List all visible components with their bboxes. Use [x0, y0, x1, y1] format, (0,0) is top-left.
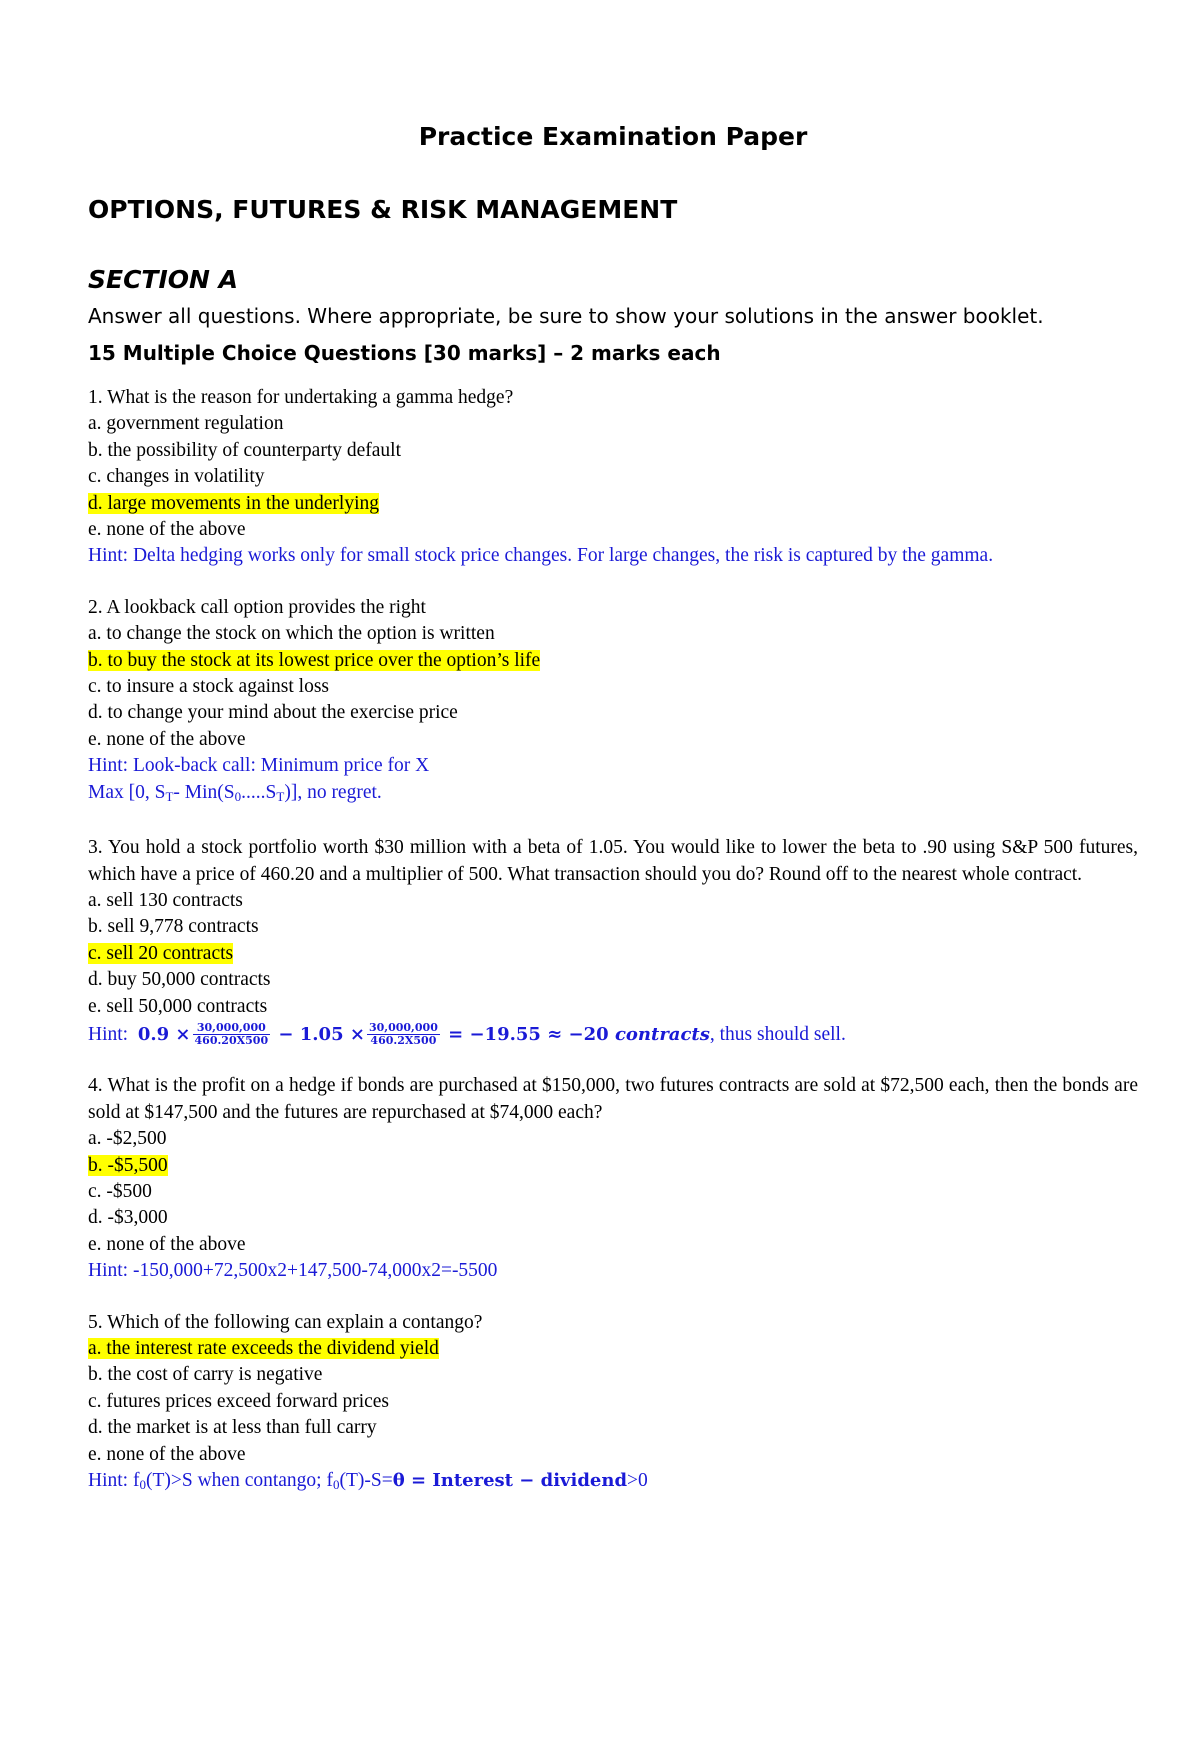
highlighted-answer: b. to buy the stock at its lowest price over the option’s life: [88, 649, 541, 671]
subscript: 0: [234, 788, 242, 804]
hint-formula: [88, 1022, 1138, 1048]
fraction: [193, 1022, 271, 1047]
question-1: [88, 385, 1138, 570]
option-d: [88, 491, 1138, 517]
page-title: Practice Examination Paper: [418, 122, 808, 151]
option-c: c. to insure a stock against loss: [88, 676, 329, 698]
questions: [88, 385, 1138, 1523]
option-c: c. changes in volatility: [88, 466, 265, 488]
hint-text: .....S: [241, 781, 277, 803]
option-b: [88, 648, 1138, 674]
option-e: e. none of the above: [88, 519, 246, 541]
option-d: d. to change your mind about the exercise price: [88, 702, 458, 724]
highlighted-answer: a. the interest rate exceeds the dividend yield: [88, 1338, 439, 1359]
option-e: e. sell 50,000 contracts: [88, 995, 268, 1017]
option-c: c. -$500: [88, 1180, 152, 1202]
section-heading: SECTION A: [88, 265, 239, 294]
option-e: e. none of the above: [88, 1443, 246, 1465]
subscript: 0: [139, 1477, 146, 1493]
hint: Hint: -150,000+72,500x2+147,500-74,000x2=-5500: [88, 1260, 498, 1282]
subscript: T: [276, 788, 285, 804]
hint: Hint: Delta hedging works only for small stock price changes. For large changes, the risk is captured by the gamma.: [88, 545, 994, 567]
math-expression: θ = Interest − dividend: [392, 1470, 628, 1492]
question-stem: 3. You hold a stock portfolio worth $30 million with a beta of 1.05. You would like to lower the beta to .90 using S&P 500 futures, which have a price of 460.20 and a multiplier of 500. What transaction should you do? Round off to the nearest whole contract.: [88, 837, 1138, 885]
subscript: 0: [332, 1477, 340, 1493]
hint-label: Hint:: [88, 1023, 129, 1045]
mcq-heading: 15 Multiple Choice Questions [30 marks] – 2 marks each: [88, 341, 721, 365]
question-2: [88, 595, 1138, 810]
highlighted-answer: b. -$5,500: [88, 1154, 168, 1176]
math-term: − 1.05 ×: [278, 1023, 365, 1045]
hint-formula: [88, 1468, 1138, 1498]
instructions: Answer all questions. Where appropriate, be sure to show your solutions in the answer booklet.: [88, 304, 1044, 328]
question-3: [88, 835, 1138, 1048]
question-stem: 4. What is the profit on a hedge if bonds are purchased at $150,000, two futures contracts are sold at $72,500 each, then the bonds are sold at $147,500 and the futures are repurchased at $74,000 each?: [88, 1075, 1138, 1123]
option-a: a. sell 130 contracts: [88, 889, 243, 911]
hint-text: (T)-S=: [339, 1470, 393, 1492]
question-5: [88, 1310, 1138, 1499]
highlighted-answer: c. sell 20 contracts: [88, 942, 234, 964]
option-c: [88, 941, 1138, 967]
highlighted-answer: d. large movements in the underlying: [88, 492, 379, 514]
hint-text: (T)>S when contango; f: [145, 1470, 333, 1492]
option-b: b. the possibility of counterparty default: [88, 439, 402, 461]
math-term: contracts: [614, 1023, 710, 1045]
hint-formula: [88, 780, 1138, 810]
option-b: b. sell 9,778 contracts: [88, 916, 259, 938]
math-expression: [137, 1021, 710, 1048]
option-b: [88, 1153, 1138, 1179]
fraction-denominator: 460.20X500: [194, 1034, 269, 1048]
option-e: e. none of the above: [88, 1233, 246, 1255]
option-a: a. government regulation: [88, 413, 284, 435]
hint-text: , thus should sell.: [709, 1023, 846, 1045]
subscript: T: [165, 788, 174, 804]
math-term: = −19.55 ≈ −20: [448, 1023, 609, 1045]
hint-text: - Min(S: [173, 781, 235, 803]
question-stem: 1. What is the reason for undertaking a gamma hedge?: [88, 387, 514, 408]
question-stem: 2. A lookback call option provides the right: [88, 596, 426, 618]
option-d: d. -$3,000: [88, 1207, 168, 1229]
option-a: a. to change the stock on which the option is written: [88, 623, 495, 645]
option-c: c. futures prices exceed forward prices: [88, 1390, 390, 1412]
option-a: a. -$2,500: [88, 1128, 167, 1150]
option-d: d. the market is at less than full carry: [88, 1417, 377, 1439]
hint-text: Hint: f: [88, 1470, 140, 1492]
hint-text: >0: [627, 1470, 648, 1492]
math-term: 0.9 ×: [137, 1023, 191, 1045]
hint-text: Max [0, S: [88, 781, 166, 803]
hint: Hint: Look-back call: Minimum price for X: [88, 755, 430, 777]
fraction-denominator: 460.2X500: [370, 1034, 437, 1048]
hint-text: )], no regret.: [284, 781, 382, 803]
option-b: b. the cost of carry is negative: [88, 1364, 323, 1386]
question-stem: 5. Which of the following can explain a contango?: [88, 1311, 483, 1333]
fraction-numerator: 30,000,000: [193, 1022, 271, 1035]
fraction: [367, 1022, 440, 1047]
option-a: [88, 1336, 1138, 1362]
question-4: [88, 1073, 1138, 1284]
option-e: e. none of the above: [88, 728, 246, 750]
option-d: d. buy 50,000 contracts: [88, 969, 271, 991]
fraction-numerator: 30,000,000: [368, 1021, 438, 1035]
course-title: OPTIONS, FUTURES & RISK MANAGEMENT: [88, 195, 678, 224]
